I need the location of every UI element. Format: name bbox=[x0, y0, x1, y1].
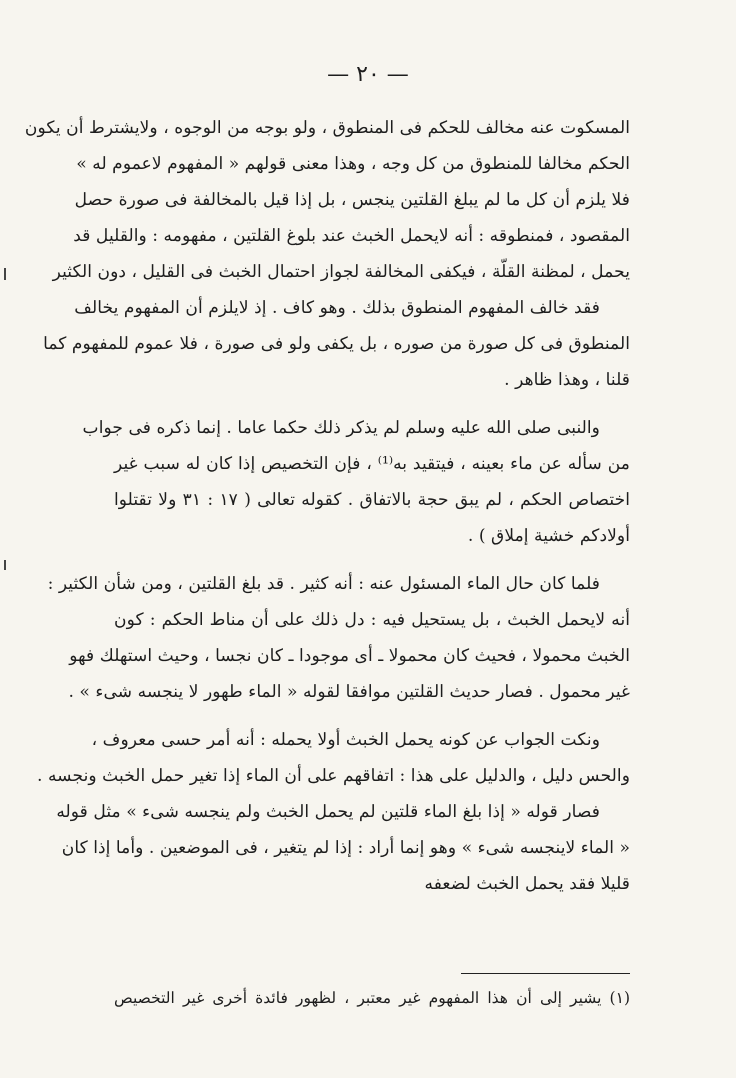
paragraph bbox=[56, 794, 630, 902]
scan-edge-mark bbox=[4, 268, 6, 280]
text-line: الحكم مخالفا للمنطوق من كل وجه ، وهذا معنى قولهم « المفهوم لاعموم له » bbox=[76, 154, 630, 174]
text-line: فلا يلزم أن كل ما لم يبلغ القلتين ينجس ، بل إذا قيل بالمخالفة فى صورة حصل bbox=[74, 190, 630, 210]
page-number: — ٢٠ — bbox=[327, 62, 409, 87]
footnote: (١) يشير إلى أن هذا المفهوم غير معتبر ، لظهور فائدة أخرى غير التخصيص bbox=[114, 989, 630, 1007]
text-line: ونكت الجواب عن كونه يحمل الخبث أولا يحمله : أنه أمر حسى معروف ، bbox=[91, 730, 600, 750]
text-line: قلنا ، وهذا ظاهر . bbox=[504, 370, 630, 390]
text-line: المسكوت عنه مخالف للحكم فى المنطوق ، ولو بوجه من الوجوه ، ولايشترط أن يكون bbox=[24, 118, 630, 138]
text-line: المقصود ، فمنطوقه : أنه لايحمل الخبث عند بلوغ القلتين ، مفهومه : والقليل قد bbox=[73, 226, 630, 246]
text-line: والحس دليل ، والدليل على هذا : اتفاقهم على أن الماء إذا تغير حمل الخبث ونجسه . bbox=[37, 766, 630, 786]
paragraph bbox=[43, 290, 630, 398]
text-line: يحمل ، لمظنة القلّة ، فيكفى المخالفة لجواز احتمال الخبث فى القليل ، دون الكثير bbox=[52, 262, 630, 282]
text-line: الخبث محمولا ، فحيث كان محمولا ـ أى موجودا ـ كان نجسا ، وحيث استهلك فهو bbox=[69, 646, 630, 666]
text-line: المنطوق فى كل صورة من صوره ، بل يكفى ولو فى صورة ، فلا عموم للمفهوم كما bbox=[43, 334, 630, 354]
text-line: فلما كان حال الماء المسئول عنه : أنه كثير . قد بلغ القلتين ، ومن شأن الكثير : bbox=[47, 574, 600, 594]
text-line: فصار قوله « إذا بلغ الماء قلتين لم يحمل الخبث ولم ينجسه شىء » مثل قوله bbox=[56, 802, 600, 822]
scan-edge-mark bbox=[4, 560, 6, 570]
text-line: والنبى صلى الله عليه وسلم لم يذكر ذلك حكما عاما . إنما ذكره فى جواب bbox=[82, 418, 600, 438]
text-line: أولادكم خشية إملاق ) . bbox=[467, 526, 630, 546]
text-line: اختصاص الحكم ، لم يبق حجة بالاتفاق . كقوله تعالى ( ١٧ : ٣١ ولا تقتلوا bbox=[114, 490, 630, 510]
paragraph bbox=[82, 410, 630, 554]
text-line: « الماء لاينجسه شىء » وهو إنما أراد : إذا لم يتغير ، فى الموضعين . وأما إذا كان bbox=[61, 838, 630, 858]
footnote-divider bbox=[461, 973, 630, 974]
text-line: فقد خالف المفهوم المنطوق بذلك . وهو كاف . إذ لايلزم أن المفهوم يخالف bbox=[74, 298, 600, 318]
text-line: أنه لايحمل الخبث ، بل يستحيل فيه : دل ذلك على أن مناط الحكم : كون bbox=[114, 610, 630, 630]
paragraph bbox=[24, 110, 630, 290]
text-line: من سأله عن ماء بعينه ، فيتقيد به⁽¹⁾ ، فإن التخصيص إذا كان له سبب غير bbox=[114, 454, 630, 474]
body-text bbox=[24, 110, 630, 902]
text-line: غير محمول . فصار حديث القلتين موافقا لقوله « الماء طهور لا ينجسه شىء » . bbox=[68, 682, 630, 702]
paragraph bbox=[47, 566, 630, 710]
text-line: قليلا فقد يحمل الخبث لضعفه bbox=[424, 874, 630, 894]
paragraph bbox=[37, 722, 630, 794]
